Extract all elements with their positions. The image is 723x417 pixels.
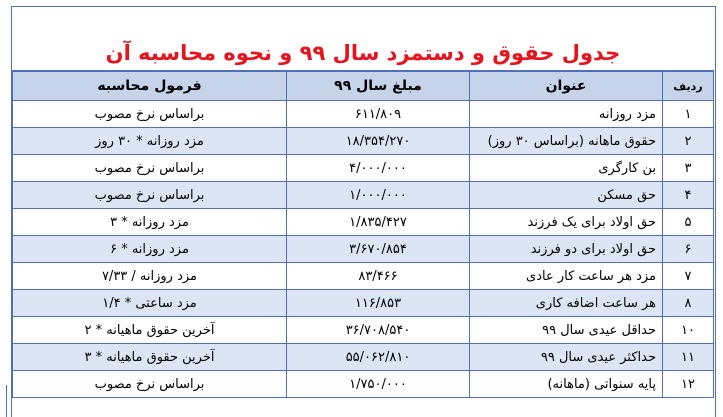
row-formula-cell: مزد ساعتی * ۱/۴ [13, 290, 287, 317]
right-frame-line [715, 6, 716, 417]
table-row [13, 101, 714, 128]
row-formula-cell: آخرین حقوق ماهیانه * ۲ [13, 317, 287, 344]
table-row [13, 371, 714, 398]
top-frame [11, 6, 716, 33]
row-formula-cell: مزد روزانه / ۷/۳۳ [13, 263, 287, 290]
table-row [13, 128, 714, 155]
row-index-cell: ۷ [663, 263, 714, 290]
table-row [13, 344, 714, 371]
row-index-cell: ۶ [663, 236, 714, 263]
row-title-cell: حق اولاد برای یک فرزند [470, 209, 663, 236]
row-amount-cell: ۶۱۱/۸۰۹ [287, 101, 470, 128]
row-index-cell: ۵ [663, 209, 714, 236]
left-frame-line-outer [6, 385, 7, 417]
table-row [13, 263, 714, 290]
header-index: ردیف [663, 72, 714, 101]
table-row [13, 236, 714, 263]
table-row [13, 290, 714, 317]
row-index-cell: ۴ [663, 182, 714, 209]
row-title-cell: مزد روزانه [470, 101, 663, 128]
row-title-cell: حق اولاد برای دو فرزند [470, 236, 663, 263]
salary-table [12, 71, 714, 398]
row-formula-cell: آخرین حقوق ماهیانه * ۳ [13, 344, 287, 371]
row-formula-cell: براساس نرخ مصوب [13, 155, 287, 182]
row-title-cell: حقوق ماهانه (براساس ۳۰ روز) [470, 128, 663, 155]
row-index-cell: ۳ [663, 155, 714, 182]
table-row [13, 209, 714, 236]
row-formula-cell: براساس نرخ مصوب [13, 101, 287, 128]
row-title-cell: بن کارگری [470, 155, 663, 182]
row-title-cell: هر ساعت اضافه کاری [470, 290, 663, 317]
row-amount-cell: ۵۵/۰۶۲/۸۱۰ [287, 344, 470, 371]
row-amount-cell: ۱/۸۳۵/۴۲۷ [287, 209, 470, 236]
table-row [13, 155, 714, 182]
header-title: عنوان [470, 72, 663, 101]
row-index-cell: ۱۱ [663, 344, 714, 371]
header-row [13, 72, 714, 101]
row-index-cell: ۱ [663, 101, 714, 128]
row-title-cell: حق مسکن [470, 182, 663, 209]
row-index-cell: ۱۰ [663, 317, 714, 344]
row-index-cell: ۲ [663, 128, 714, 155]
row-amount-cell: ۳/۶۷۰/۸۵۴ [287, 236, 470, 263]
row-formula-cell: براساس نرخ مصوب [13, 182, 287, 209]
table-row [13, 182, 714, 209]
row-formula-cell: مزد روزانه * ۶ [13, 236, 287, 263]
row-formula-cell: براساس نرخ مصوب [13, 371, 287, 398]
header-formula: فرمول محاسبه [13, 72, 287, 101]
row-title-cell: مزد هر ساعت کار عادی [470, 263, 663, 290]
table-title: جدول حقوق و دستمزد سال ۹۹ و نحوه محاسبه آن [12, 37, 714, 71]
row-index-cell: ۱۲ [663, 371, 714, 398]
row-title-cell: پایه سنواتی (ماهانه) [470, 371, 663, 398]
header-amount: مبلغ سال ۹۹ [287, 72, 470, 101]
table-row [13, 317, 714, 344]
salary-table-container [12, 37, 714, 398]
row-amount-cell: ۱/۷۵۰/۰۰۰ [287, 371, 470, 398]
row-formula-cell: مزد روزانه * ۳ [13, 209, 287, 236]
row-amount-cell: ۳۶/۷۰۸/۵۴۰ [287, 317, 470, 344]
row-formula-cell: مزد روزانه * ۳۰ روز [13, 128, 287, 155]
row-amount-cell: ۱۱۶/۸۵۳ [287, 290, 470, 317]
row-amount-cell: ۴/۰۰۰/۰۰۰ [287, 155, 470, 182]
row-amount-cell: ۱/۰۰۰/۰۰۰ [287, 182, 470, 209]
row-title-cell: حداقل عیدی سال ۹۹ [470, 317, 663, 344]
row-index-cell: ۸ [663, 290, 714, 317]
row-amount-cell: ۱۸/۳۵۴/۲۷۰ [287, 128, 470, 155]
row-amount-cell: ۸۳/۴۶۶ [287, 263, 470, 290]
row-title-cell: حداکثر عیدی سال ۹۹ [470, 344, 663, 371]
